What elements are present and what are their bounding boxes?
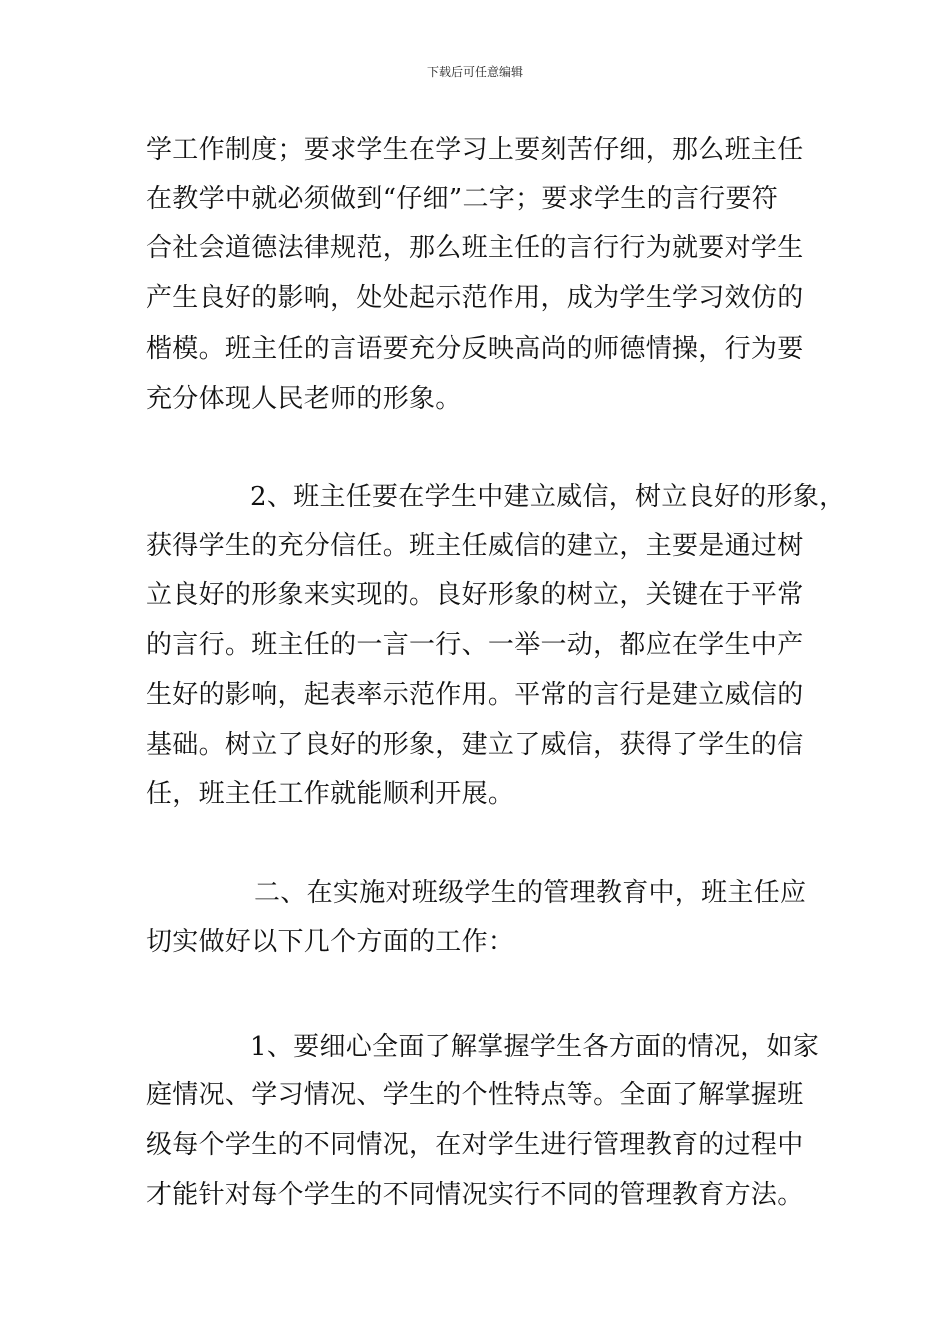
paragraph-2-line-6: 基础。树立了良好的形象，建立了威信，获得了学生的信 <box>146 730 804 760</box>
paragraph-2-line-5: 生好的影响，起表率示范作用。平常的言行是建立威信的 <box>146 680 804 710</box>
paragraph-2-line-1: 2、班主任要在学生中建立威信，树立良好的形象， <box>250 482 846 512</box>
paragraph-4-line-1: 1、要细心全面了解掌握学生各方面的情况，如家 <box>250 1032 820 1062</box>
paragraph-4-line-2: 庭情况、学习情况、学生的个性特点等。全面了解掌握班 <box>146 1080 804 1110</box>
page-header: 下载后可任意编辑 <box>426 65 523 79</box>
paragraph-3-line-1: 二、在实施对班级学生的管理教育中，班主任应 <box>254 878 807 908</box>
paragraph-1-line-6: 充分体现人民老师的形象。 <box>146 384 462 414</box>
paragraph-1-line-2: 在教学中就必须做到“仔细”二字；要求学生的言行要符 <box>146 184 779 214</box>
paragraph-1-line-1: 学工作制度；要求学生在学习上要刻苦仔细，那么班主任 <box>146 135 804 165</box>
paragraph-4-line-4: 才能针对每个学生的不同情况实行不同的管理教育方法。 <box>146 1180 804 1210</box>
paragraph-1-line-3: 合社会道德法律规范，那么班主任的言行行为就要对学生 <box>146 233 804 263</box>
paragraph-1-line-5: 楷模。班主任的言语要充分反映高尚的师德情操，行为要 <box>146 334 804 364</box>
paragraph-4-line-3: 级每个学生的不同情况，在对学生进行管理教育的过程中 <box>146 1130 804 1160</box>
paragraph-2-line-2: 获得学生的充分信任。班主任威信的建立，主要是通过树 <box>146 531 804 561</box>
paragraph-2-line-3: 立良好的形象来实现的。良好形象的树立，关键在于平常 <box>146 580 804 610</box>
paragraph-1-line-4: 产生良好的影响，处处起示范作用，成为学生学习效仿的 <box>146 283 804 313</box>
paragraph-2-line-7: 任，班主任工作就能顺利开展。 <box>146 779 515 809</box>
paragraph-3-line-2: 切实做好以下几个方面的工作： <box>146 927 515 957</box>
paragraph-2-line-4: 的言行。班主任的一言一行、一举一动，都应在学生中产 <box>146 630 804 660</box>
